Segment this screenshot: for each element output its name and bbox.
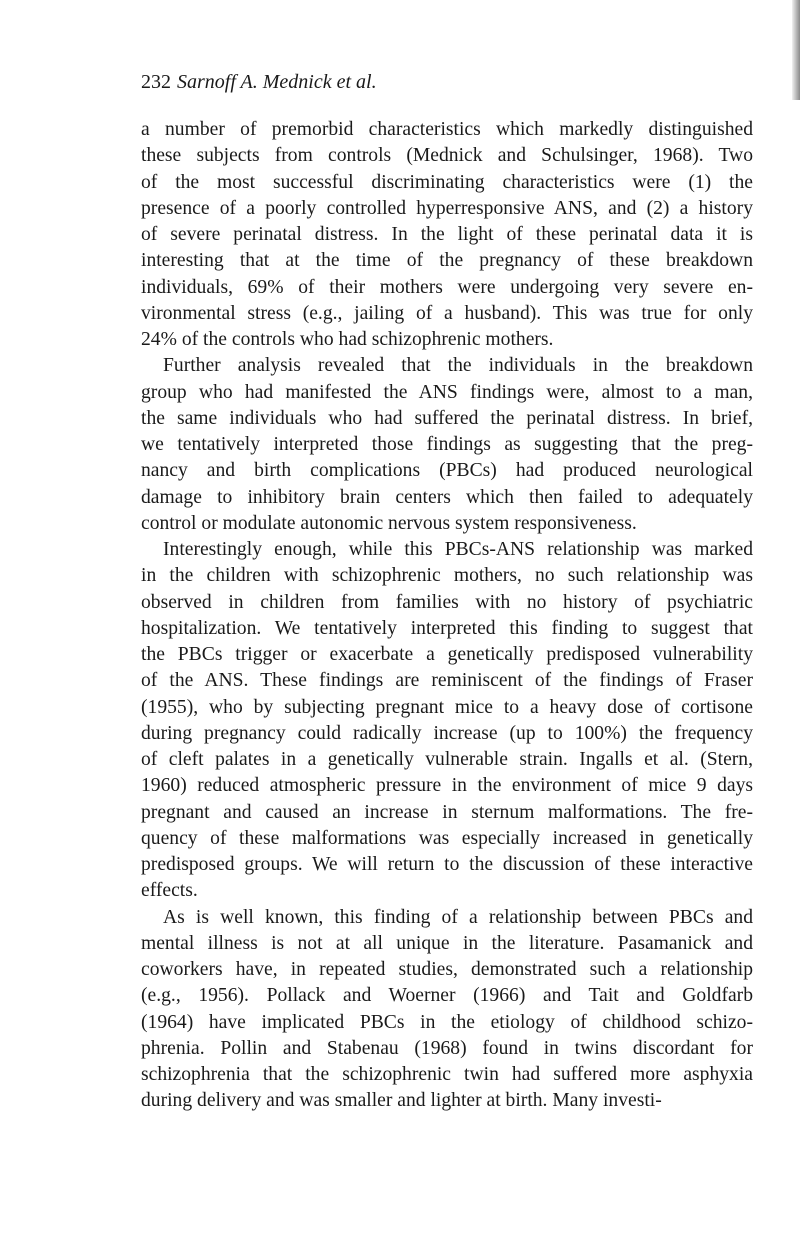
- text-line: interesting that at the time of the pregnancy of these breakdown: [141, 250, 753, 272]
- text-line: vironmental stress (e.g., jailing of a husband). This was true for only: [141, 302, 753, 324]
- paragraph: [141, 117, 753, 353]
- text-line: control or modulate autonomic nervous system responsiveness.: [141, 512, 637, 534]
- text-line: of the most successful discriminating characteristics were (1) the: [141, 171, 753, 193]
- text-line: the PBCs trigger or exacerbate a genetically predisposed vulnerability: [141, 644, 753, 665]
- paragraph: [141, 537, 753, 905]
- text-line: As is well known, this finding of a relationship between PBCs and: [163, 906, 753, 928]
- text-line: a number of premorbid characteristics which markedly distinguished: [141, 119, 753, 140]
- text-line: mental illness is not at all unique in the literature. Pasamanick and: [141, 932, 753, 954]
- text-line: Further analysis revealed that the individuals in the breakdown: [163, 355, 753, 377]
- text-line: of severe perinatal distress. In the light of these perinatal data it is: [141, 224, 753, 245]
- text-line: 24% of the controls who had schizophrenic mothers.: [141, 329, 554, 350]
- text-line: in the children with schizophrenic mothers, no such relationship was: [141, 565, 753, 587]
- text-line: (1964) have implicated PBCs in the etiology of childhood schizo-: [141, 1011, 753, 1033]
- text-line: hospitalization. We tentatively interpreted this finding to suggest that: [141, 617, 753, 639]
- text-line: during pregnancy could radically increase (up to 100%) the frequency: [141, 722, 753, 744]
- running-head: [141, 70, 377, 94]
- text-line: schizophrenia that the schizophrenic twin had suffered more asphyxia: [141, 1064, 753, 1085]
- text-line: coworkers have, in repeated studies, demonstrated such a relationship: [141, 959, 753, 980]
- text-line: effects.: [141, 880, 198, 902]
- text-line: pregnant and caused an increase in sternum malformations. The fre-: [141, 801, 753, 823]
- text-line: of the ANS. These findings are reminiscent of the findings of Fraser: [141, 670, 753, 692]
- text-line: Interestingly enough, while this PBCs-ANS relationship was marked: [163, 539, 753, 560]
- text-line: of cleft palates in a genetically vulnerable strain. Ingalls et al. (Stern,: [141, 749, 753, 770]
- paragraph: [141, 905, 753, 1115]
- text-line: phrenia. Pollin and Stabenau (1968) found in twins discordant for: [141, 1037, 753, 1059]
- paragraph: [141, 353, 753, 537]
- text-line: predisposed groups. We will return to the discussion of these interactive: [141, 854, 753, 875]
- text-line: group who had manifested the ANS findings were, almost to a man,: [141, 381, 753, 403]
- running-title: Sarnoff A. Mednick et al.: [177, 71, 377, 93]
- text-line: damage to inhibitory brain centers which then failed to adequately: [141, 486, 753, 508]
- text-line: observed in children from families with no history of psychiatric: [141, 591, 753, 613]
- text-line: 1960) reduced atmospheric pressure in the environment of mice 9 days: [141, 775, 753, 797]
- text-line: we tentatively interpreted those findings as suggesting that the preg-: [141, 434, 753, 455]
- text-line: quency of these malformations was especially increased in genetically: [141, 827, 753, 849]
- text-line: (e.g., 1956). Pollack and Woerner (1966) and Tait and Goldfarb: [141, 985, 753, 1007]
- page-number: 232: [141, 71, 171, 93]
- body-text: [141, 117, 753, 1115]
- text-line: during delivery and was smaller and lighter at birth. Many investi-: [141, 1090, 662, 1112]
- text-line: presence of a poorly controlled hyperresponsive ANS, and (2) a history: [141, 197, 753, 219]
- text-line: these subjects from controls (Mednick and Schulsinger, 1968). Two: [141, 145, 753, 167]
- text-line: (1955), who by subjecting pregnant mice to a heavy dose of cortisone: [141, 696, 753, 718]
- page-edge-shadow: [792, 0, 800, 100]
- text-line: the same individuals who had suffered the perinatal distress. In brief,: [141, 407, 753, 429]
- text-line: individuals, 69% of their mothers were undergoing very severe en-: [141, 276, 753, 298]
- text-line: nancy and birth complications (PBCs) had produced neurological: [141, 460, 753, 482]
